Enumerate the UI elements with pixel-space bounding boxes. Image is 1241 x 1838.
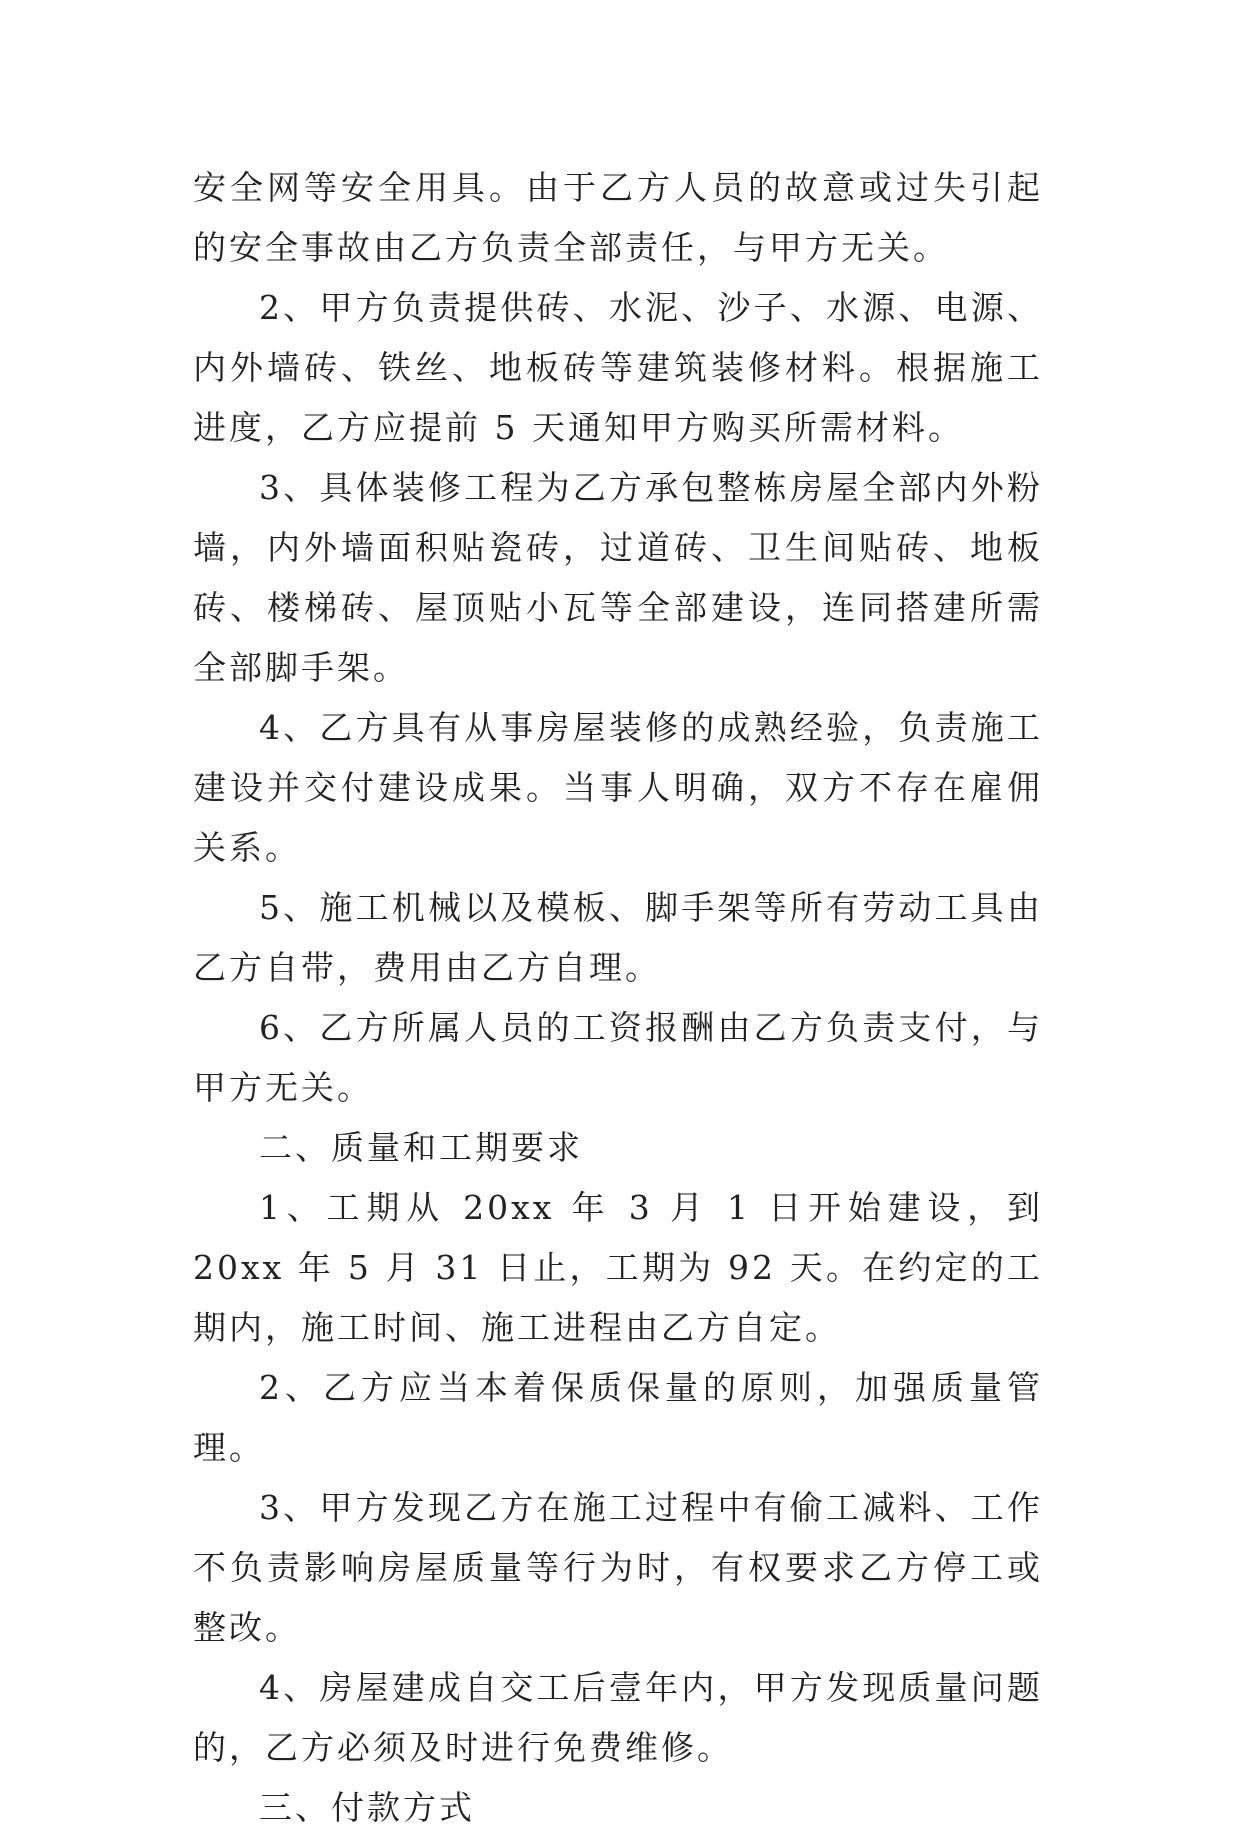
section-heading-payment: 三、付款方式 (259, 1788, 475, 1827)
document-body (193, 158, 1043, 1838)
paragraph-clause-3: 3、具体装修工程为乙方承包整栋房屋全部内外粉墙，内外墙面积贴瓷砖，过道砖、卫生间贴砖、地板砖、楼梯砖、屋顶贴小瓦等全部建设，连同搭建所需全部脚手架。 (193, 468, 1043, 687)
paragraph-schedule-2: 2、乙方应当本着保质保量的原则，加强质量管理。 (193, 1368, 1043, 1467)
paragraph-clause-5: 5、施工机械以及模板、脚手架等所有劳动工具由乙方自带，费用由乙方自理。 (193, 888, 1043, 987)
paragraph-clause-6: 6、乙方所属人员的工资报酬由乙方负责支付，与甲方无关。 (193, 1008, 1043, 1107)
paragraph-clause-4: 4、乙方具有从事房屋装修的成熟经验，负责施工建设并交付建设成果。当事人明确，双方不存在雇佣关系。 (193, 708, 1043, 867)
paragraph-clause-2: 2、甲方负责提供砖、水泥、沙子、水源、电源、内外墙砖、铁丝、地板砖等建筑装修材料。根据施工进度，乙方应提前 5 天通知甲方购买所需材料。 (193, 288, 1043, 447)
section-heading-quality-schedule: 二、质量和工期要求 (259, 1128, 583, 1167)
paragraph-schedule-3: 3、甲方发现乙方在施工过程中有偷工减料、工作不负责影响房屋质量等行为时，有权要求乙方停工或整改。 (193, 1488, 1043, 1647)
paragraph-safety-continued: 安全网等安全用具。由于乙方人员的故意或过失引起的安全事故由乙方负责全部责任，与甲方无关。 (193, 168, 1043, 267)
paragraph-schedule-4: 4、房屋建成自交工后壹年内，甲方发现质量问题的，乙方必须及时进行免费维修。 (193, 1668, 1043, 1767)
paragraph-schedule-1: 1、工期从 20xx 年 3 月 1 日开始建设，到 20xx 年 5 月 31 日止，工期为 92 天。在约定的工期内，施工时间、施工进程由乙方自定。 (193, 1188, 1043, 1347)
